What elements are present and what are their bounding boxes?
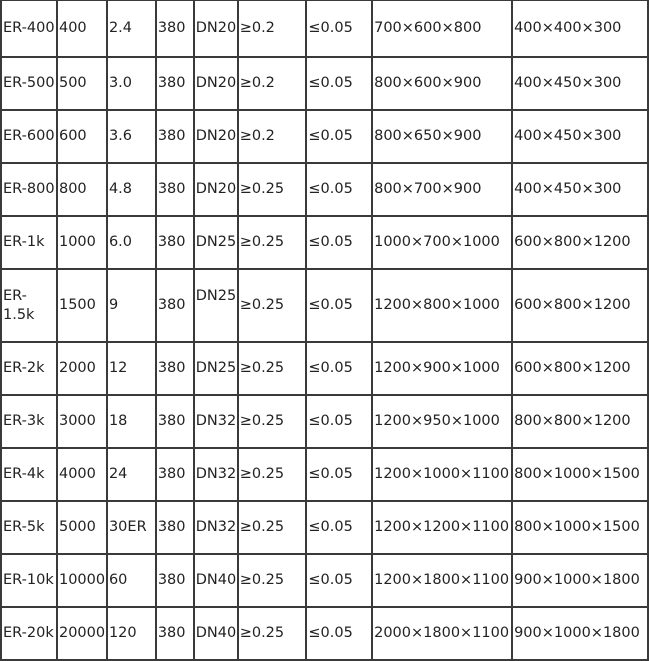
cell-voltage: 380 [156,554,194,607]
cell-model: ER-400 [1,0,57,57]
cell-pipe-size: DN25 [194,216,238,269]
cell-dimensions: 800×650×900 [372,110,512,163]
cell-voltage: 380 [156,501,194,554]
table-row [1,342,648,395]
cell-package-size: 400×450×300 [512,110,648,163]
cell-power: 500 [57,57,107,110]
cell-dimensions: 1000×700×1000 [372,216,512,269]
table-row [1,448,648,501]
cell-voltage: 380 [156,163,194,216]
cell-deviation: ≤0.05 [306,216,372,269]
cell-model: ER-1k [1,216,57,269]
table-row [1,269,648,342]
cell-current: 120 [107,607,156,660]
cell-current: 9 [107,269,156,342]
cell-deviation: ≤0.05 [306,269,372,342]
table-row [1,554,648,607]
cell-deviation: ≤0.05 [306,395,372,448]
cell-current: 4.8 [107,163,156,216]
cell-pipe-size: DN20 [194,163,238,216]
cell-power: 800 [57,163,107,216]
cell-current: 30ER [107,501,156,554]
cell-voltage: 380 [156,216,194,269]
cell-power: 4000 [57,448,107,501]
cell-package-size: 600×800×1200 [512,216,648,269]
cell-pipe-size: DN40 [194,607,238,660]
cell-current: 24 [107,448,156,501]
cell-pressure: ≥0.25 [238,501,307,554]
cell-pressure: ≥0.25 [238,163,307,216]
cell-deviation: ≤0.05 [306,501,372,554]
cell-pressure: ≥0.2 [238,110,307,163]
cell-voltage: 380 [156,0,194,57]
cell-pressure: ≥0.25 [238,395,307,448]
table-row [1,57,648,110]
table-row [1,395,648,448]
cell-deviation: ≤0.05 [306,342,372,395]
cell-package-size: 400×450×300 [512,57,648,110]
cell-deviation: ≤0.05 [306,0,372,57]
cell-current: 3.0 [107,57,156,110]
cell-voltage: 380 [156,395,194,448]
cell-pipe-size: DN25 [194,342,238,395]
cell-model: ER-4k [1,448,57,501]
cell-pressure: ≥0.25 [238,269,307,342]
cell-voltage: 380 [156,607,194,660]
cell-model: ER-2k [1,342,57,395]
cell-model: ER-10k [1,554,57,607]
cell-voltage: 380 [156,342,194,395]
cell-power: 10000 [57,554,107,607]
cell-pressure: ≥0.2 [238,0,307,57]
cell-pipe-size: DN32 [194,395,238,448]
table-row [1,163,648,216]
cell-pipe-size: DN20 [194,110,238,163]
cell-power: 2000 [57,342,107,395]
cell-pipe-size: DN25 [194,269,238,342]
cell-package-size: 900×1000×1800 [512,554,648,607]
cell-package-size: 800×1000×1500 [512,448,648,501]
cell-package-size: 600×800×1200 [512,342,648,395]
cell-package-size: 600×800×1200 [512,269,648,342]
cell-package-size: 900×1000×1800 [512,607,648,660]
cell-dimensions: 800×600×900 [372,57,512,110]
cell-pressure: ≥0.25 [238,216,307,269]
cell-current: 3.6 [107,110,156,163]
cell-deviation: ≤0.05 [306,110,372,163]
cell-power: 400 [57,0,107,57]
cell-power: 1000 [57,216,107,269]
cell-dimensions: 700×600×800 [372,0,512,57]
cell-package-size: 800×1000×1500 [512,501,648,554]
cell-dimensions: 2000×1800×1100 [372,607,512,660]
cell-model: ER-20k [1,607,57,660]
cell-model: ER-500 [1,57,57,110]
cell-deviation: ≤0.05 [306,554,372,607]
cell-current: 60 [107,554,156,607]
table-row [1,501,648,554]
cell-deviation: ≤0.05 [306,57,372,110]
cell-model: ER-800 [1,163,57,216]
table-row [1,607,648,660]
cell-power: 600 [57,110,107,163]
cell-power: 20000 [57,607,107,660]
cell-voltage: 380 [156,57,194,110]
table-row [1,0,648,57]
cell-model: ER-600 [1,110,57,163]
cell-dimensions: 1200×800×1000 [372,269,512,342]
cell-power: 1500 [57,269,107,342]
cell-package-size: 400×450×300 [512,163,648,216]
cell-voltage: 380 [156,448,194,501]
cell-current: 12 [107,342,156,395]
cell-dimensions: 1200×900×1000 [372,342,512,395]
cell-deviation: ≤0.05 [306,607,372,660]
cell-voltage: 380 [156,110,194,163]
cell-dimensions: 1200×1800×1100 [372,554,512,607]
cell-pressure: ≥0.25 [238,342,307,395]
cell-pressure: ≥0.25 [238,607,307,660]
cell-power: 3000 [57,395,107,448]
cell-dimensions: 1200×950×1000 [372,395,512,448]
cell-pipe-size: DN32 [194,501,238,554]
spec-table-body [1,0,648,660]
cell-deviation: ≤0.05 [306,448,372,501]
cell-pressure: ≥0.25 [238,554,307,607]
cell-pipe-size: DN40 [194,554,238,607]
cell-dimensions: 1200×1000×1100 [372,448,512,501]
cell-pipe-size: DN20 [194,0,238,57]
cell-power: 5000 [57,501,107,554]
table-row [1,110,648,163]
cell-pipe-size: DN32 [194,448,238,501]
cell-pipe-size: DN20 [194,57,238,110]
cell-current: 2.4 [107,0,156,57]
cell-deviation: ≤0.05 [306,163,372,216]
cell-dimensions: 1200×1200×1100 [372,501,512,554]
cell-package-size: 800×800×1200 [512,395,648,448]
cell-current: 18 [107,395,156,448]
cell-package-size: 400×400×300 [512,0,648,57]
cell-current: 6.0 [107,216,156,269]
cell-pressure: ≥0.2 [238,57,307,110]
cell-pressure: ≥0.25 [238,448,307,501]
cell-model: ER-5k [1,501,57,554]
cell-dimensions: 800×700×900 [372,163,512,216]
cell-model: ER-1.5k [1,269,57,342]
cell-voltage: 380 [156,269,194,342]
table-row [1,216,648,269]
cell-model: ER-3k [1,395,57,448]
